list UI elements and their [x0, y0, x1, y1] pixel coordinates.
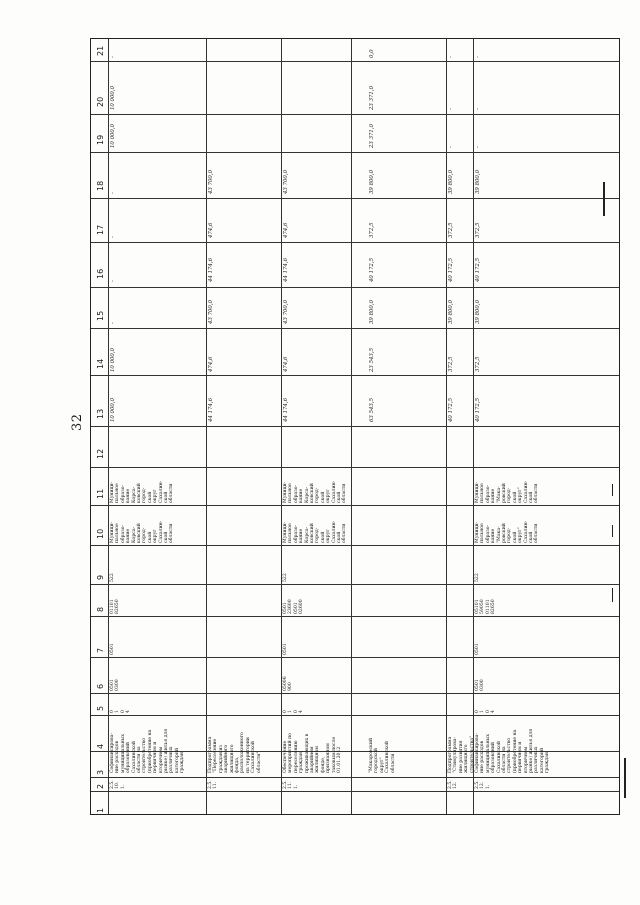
col-num-5: 5 [96, 705, 105, 711]
column-divider [91, 791, 619, 792]
row1-c6: 0501 [110, 643, 115, 655]
row6-c21: - [475, 56, 481, 58]
row5-c19: - [448, 146, 454, 148]
col-num-19: 19 [96, 134, 105, 145]
row6-c7: 05101 59050 01101 82650 [475, 599, 497, 614]
row3-c18: 43 700,0 [283, 169, 289, 194]
row3-c13: 44 174,6 [283, 397, 289, 422]
row2-c13: 44 174,6 [208, 397, 214, 422]
row3-c4: 0 1 0 4 [283, 710, 305, 713]
row3-c14: 474,6 [283, 356, 289, 372]
row1-c17: - [110, 236, 116, 238]
row-divider [281, 39, 282, 814]
row5-c21: - [448, 56, 454, 58]
column-divider [91, 715, 619, 716]
row5-c20: - [448, 108, 454, 110]
row-divider [446, 39, 447, 814]
row6-c8: 522 [475, 573, 480, 582]
row2-c15: 43 700,0 [208, 299, 214, 324]
row6-c4: 0 1 0 4 [475, 710, 497, 713]
scan-mark [624, 758, 626, 798]
col-num-16: 16 [96, 268, 105, 279]
row6-c16: 40 172,5 [475, 257, 481, 282]
row1-c21: - [110, 56, 116, 58]
row1-c4: 0 1 0 4 [110, 710, 132, 713]
column-divider [91, 287, 619, 288]
col-num-20: 20 [96, 96, 105, 107]
row1-c14: 10 000,0 [110, 347, 116, 372]
row2-c16: 44 174,6 [208, 257, 214, 282]
col-num-10: 10 [96, 528, 105, 539]
row1-c19: 10 000,0 [110, 123, 116, 148]
column-divider [91, 657, 619, 658]
row5-name: Подпрограмма "Стимулирова- ние развития жилищного строительства" [448, 735, 475, 773]
row1-c20: 10 000,0 [110, 85, 116, 110]
row4-c14: 23 543,5 [369, 347, 375, 372]
row5-c17: 372,5 [448, 222, 454, 238]
col-num-6: 6 [96, 683, 105, 689]
row-divider [473, 39, 474, 814]
row2-c18: 43 700,0 [208, 169, 214, 194]
row5-c16: 40 172,5 [448, 257, 454, 282]
page-number: 32 [70, 413, 85, 431]
column-divider [91, 545, 619, 546]
row5-c15: 39 800,0 [448, 299, 454, 324]
row6-name: Софинансирова- ние расходов муниципальных образований Сахалинской области на строительство (приобретение на первичном и вторичном рынке) жилья для различных категорий граждан [475, 728, 551, 773]
column-divider [91, 114, 619, 115]
row1-c16: - [110, 280, 116, 282]
row5-c13: 40 172,5 [448, 397, 454, 422]
row4-c16: 40 172,5 [369, 257, 375, 282]
column-divider [91, 61, 619, 62]
row4-c20: 23 371,0 [369, 85, 375, 110]
col-num-8: 8 [96, 606, 105, 612]
row1-c8: 522 [110, 573, 115, 582]
col-num-15: 15 [96, 310, 105, 321]
column-divider [91, 152, 619, 153]
col-num-2: 2 [96, 783, 105, 789]
row1-c13: 10 000,0 [110, 397, 116, 422]
scan-mark [612, 484, 613, 496]
col-num-7: 7 [96, 647, 105, 653]
row3-c8: 522 [283, 573, 288, 582]
rotated-table [90, 38, 620, 815]
col-num-18: 18 [96, 180, 105, 191]
row2-c14: 474,6 [208, 356, 214, 372]
row6-c6: 0501 [475, 643, 480, 655]
row5-c14: 372,5 [448, 356, 454, 372]
row2-c17: 474,6 [208, 222, 214, 238]
column-divider [91, 242, 619, 243]
row2-name: Подпрограмма "Переселение граждан из аварийного жилищного фонда, расположенного на территории Сахалинской области" [208, 732, 262, 773]
row6-c20: - [475, 108, 481, 110]
row6-c14: 372,5 [475, 356, 481, 372]
row4-c18: 39 800,0 [369, 169, 375, 194]
col-num-14: 14 [96, 358, 105, 369]
col-num-3: 3 [96, 769, 105, 775]
scan-mark [603, 182, 605, 216]
row1-num: 2.5. 10. 1. [110, 780, 126, 789]
row6-c17: 372,5 [475, 222, 481, 238]
col-num-21: 21 [96, 45, 105, 56]
column-divider [91, 426, 619, 427]
column-divider [91, 693, 619, 694]
row1-c9: Муници- пальное образо- вание Корса- ковский город- ской округ Сахалин- ской области [110, 520, 175, 543]
row3-c17: 474,6 [283, 222, 289, 238]
col-num-17: 17 [96, 224, 105, 235]
row3-c10: Муници- пальное образо- вание Корса- ковский город- ской округ Сахалин- ской области [283, 480, 348, 503]
column-divider [91, 467, 619, 468]
row1-c18: - [110, 192, 116, 194]
row3-c15: 43 700,0 [283, 299, 289, 324]
col-num-13: 13 [96, 408, 105, 419]
row3-c16: 44 174,6 [283, 257, 289, 282]
column-divider [91, 198, 619, 199]
row5-c18: 39 800,0 [448, 169, 454, 194]
row5-num: 2.5. 12. [448, 780, 459, 789]
col-num-1: 1 [96, 807, 105, 813]
column-divider [91, 505, 619, 506]
column-divider [91, 777, 619, 778]
col-num-11: 11 [96, 488, 105, 499]
row1-c5: 0501 0300 [110, 679, 121, 691]
row3-name: Обеспечение мероприятий по переселению граждан, проживающих в аварийном жилищном фонде, признанном таковым после 01.01.2012 [283, 733, 343, 773]
row3-c5: 05006 900 [283, 676, 294, 691]
row6-c5: 0501 0300 [475, 679, 486, 691]
row3-num: 2.5. 11. 1. [283, 780, 299, 789]
row6-c19: - [475, 146, 481, 148]
column-divider [91, 616, 619, 617]
scan-mark [612, 588, 613, 602]
row6-c10: Муници- пальное образо- вание "Мака- ровский город- ской округ" Сахалин- ской области [475, 480, 540, 503]
scan-mark [612, 525, 613, 537]
row4-c13: 63 543,5 [369, 397, 375, 422]
row6-c15: 39 800,0 [475, 299, 481, 324]
column-divider [91, 328, 619, 329]
row-divider [108, 39, 109, 814]
row6-num: 2.5. 12. 1. [475, 780, 491, 789]
row3-c7: 0501 23600 0501 02600 [283, 599, 305, 614]
row4-c17: 372,5 [369, 222, 375, 238]
row-divider [351, 39, 352, 814]
column-divider [91, 584, 619, 585]
column-divider [91, 375, 619, 376]
row6-c18: 39 800,0 [475, 169, 481, 194]
col-num-4: 4 [96, 743, 105, 749]
row6-c9: Муници- пальное образо- вание "Мака- ровский город- ской округ" Сахалин- ской области [475, 520, 540, 543]
row1-c7: 01101 82650 [110, 599, 121, 614]
row3-c6: 0501 [283, 643, 288, 655]
row4-c19: 23 371,0 [369, 123, 375, 148]
row1-c10: Муници- пальное образо- вание Корса- ковский город- ской округ Сахалин- ской области [110, 480, 175, 503]
row2-num: 2.5. 11. [208, 780, 219, 789]
row4-name: "Макаровский городской округ" Сахалинской области [369, 737, 396, 773]
row1-c15: - [110, 322, 116, 324]
row3-c9: Муници- пальное образо- вание Корса- ковский город- ской округ Сахалин- ской области [283, 520, 348, 543]
row6-c13: 40 172,5 [475, 397, 481, 422]
row-divider [206, 39, 207, 814]
row4-c21: 0,0 [369, 49, 375, 58]
row1-name: Софинансирова- ние расходов муниципальных образований Сахалинской области на строительство (приобретение на первичном и вторичном рынке) жилья для различных категорий граждан [110, 728, 186, 773]
col-num-12: 12 [96, 448, 105, 459]
row4-c15: 39 800,0 [369, 299, 375, 324]
col-num-9: 9 [96, 574, 105, 580]
